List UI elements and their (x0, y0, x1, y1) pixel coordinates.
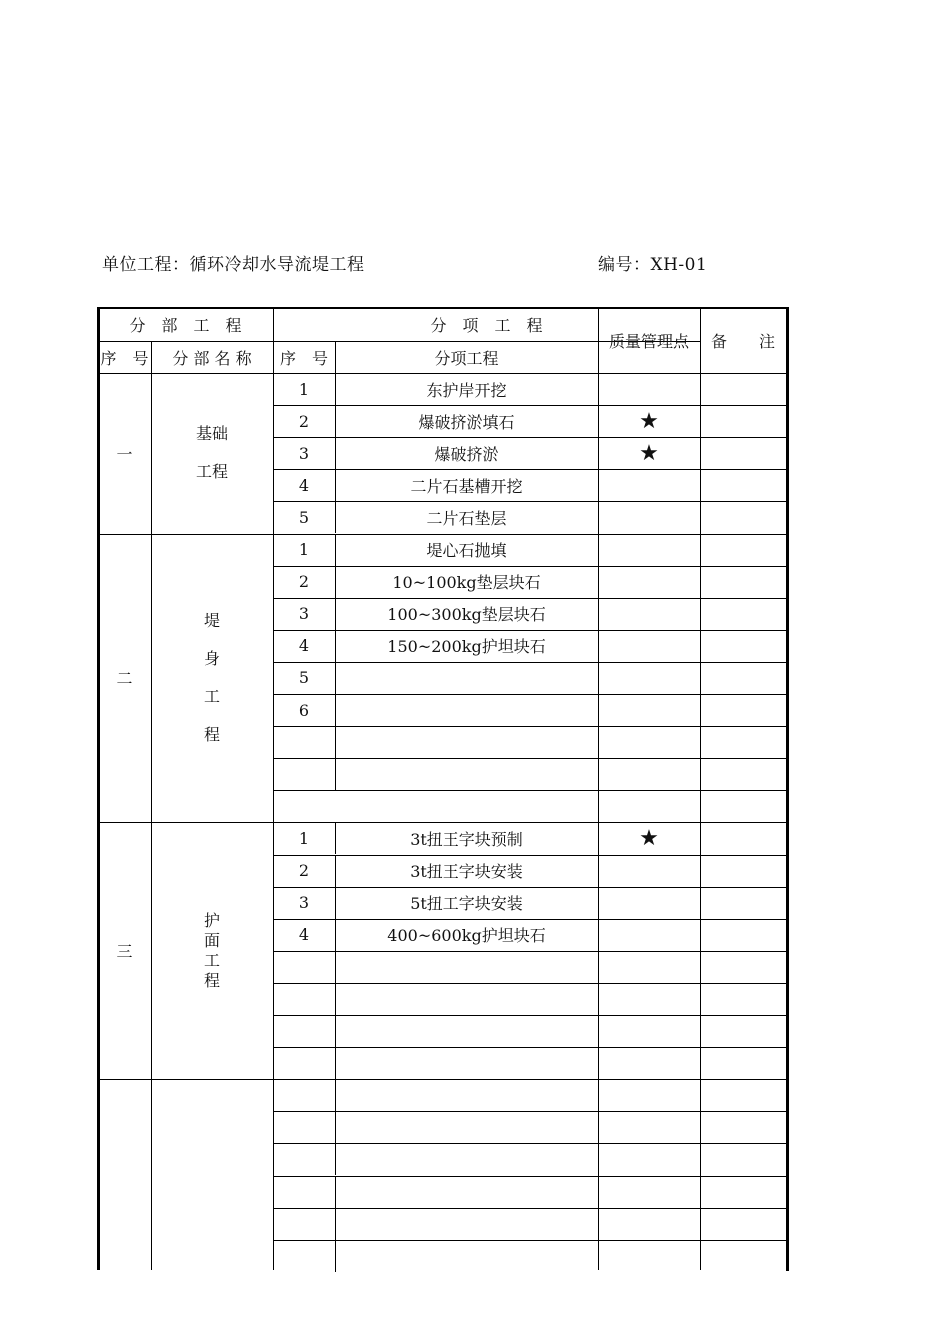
vline-no (335, 1176, 336, 1208)
vline-quality (700, 534, 701, 823)
row-quality-point (598, 758, 700, 790)
row-no (273, 1176, 335, 1208)
vline-no (335, 1047, 336, 1079)
row-no (273, 983, 335, 1015)
row-item-name: 3t扭王字块安装 (410, 862, 523, 882)
row-item-name: 爆破挤淤填石 (418, 412, 515, 432)
section-name-line: 工 (203, 686, 220, 706)
row-remark (700, 1143, 786, 1175)
vline-no (335, 1111, 336, 1143)
row-quality-point (598, 630, 700, 662)
part-name-header: 分 部 名 称 (172, 348, 252, 368)
group-part-header: 分 部 工 程 (129, 316, 242, 335)
section-name-line: 程 (203, 970, 220, 990)
row-remark (700, 566, 786, 598)
row-item-name (335, 983, 598, 1015)
vline-no (335, 1143, 336, 1175)
vline-no (335, 662, 336, 694)
row-quality-point (598, 919, 700, 951)
row-remark (700, 534, 786, 566)
row-no: 6 (298, 700, 310, 720)
row-no (273, 1143, 335, 1175)
key-point-star-icon: ★ (639, 408, 659, 434)
row-item-name: 二片石基槽开挖 (410, 476, 523, 496)
section-name-line: 堤 (203, 610, 220, 630)
section-name-line: 基础 (195, 424, 228, 444)
row-remark (700, 1208, 786, 1240)
vline-no (335, 469, 336, 501)
vline-no (335, 919, 336, 951)
row-quality-point (598, 1047, 700, 1079)
vline-no (335, 501, 336, 533)
row-remark (700, 1240, 786, 1272)
vline-no (335, 630, 336, 662)
seq-header: 序 号 (100, 348, 149, 368)
section-name-line: 身 (203, 648, 220, 668)
row-no (273, 790, 335, 822)
vline-no (335, 822, 336, 854)
vline-name (273, 1079, 274, 1270)
table-left-border (97, 308, 100, 1270)
row-no (273, 758, 335, 790)
row-no: 2 (298, 861, 310, 881)
section-seq: 一 (116, 444, 133, 464)
row-quality-point (598, 1208, 700, 1240)
row-item-name (335, 1015, 598, 1047)
row-item-name (335, 1240, 598, 1272)
row-item-name: 5t扭工字块安装 (410, 894, 523, 914)
row-no (273, 1111, 335, 1143)
row-item-name: 100~300kg垫层块石 (387, 605, 546, 625)
vline-no (335, 758, 336, 790)
row-quality-point (598, 501, 700, 533)
row-remark (700, 758, 786, 790)
row-no: 4 (298, 925, 310, 945)
group-item-header: 分 项 工 程 (430, 316, 543, 335)
row-no: 5 (298, 668, 310, 688)
row-remark (700, 951, 786, 983)
vline-no (335, 951, 336, 983)
section-name-line: 工程 (195, 462, 228, 482)
vline-item (598, 1079, 599, 1270)
row-remark (700, 598, 786, 630)
section-seq: 三 (116, 942, 133, 962)
vline-name (273, 534, 274, 823)
vline-seq (151, 373, 152, 534)
vline-item (598, 373, 599, 534)
table-right-border (786, 308, 789, 1271)
vline-no (335, 983, 336, 1015)
row-item-name: 东护岸开挖 (426, 380, 507, 400)
row-no: 5 (298, 507, 310, 527)
row-quality-point (598, 1143, 700, 1175)
row-item-name (335, 1047, 598, 1079)
row-no (273, 1208, 335, 1240)
header-vline-item (598, 308, 599, 373)
row-no (273, 1240, 335, 1272)
header-vline-no (335, 341, 336, 373)
row-remark (700, 790, 786, 822)
row-quality-point (598, 469, 700, 501)
table-top-border-bold (97, 307, 789, 308)
row-remark (700, 373, 786, 405)
row-item-name (335, 951, 598, 983)
row-quality-point (598, 983, 700, 1015)
row-quality-point (598, 855, 700, 887)
key-point-star-icon: ★ (639, 825, 659, 851)
row-no (273, 726, 335, 758)
unit-project-label: 单位工程：循环冷却水导流堤工程 (102, 255, 365, 275)
header-vline-seq (151, 341, 152, 373)
section-name (151, 534, 273, 823)
vline-no (335, 598, 336, 630)
row-remark (700, 822, 786, 854)
section-name-line: 护 (203, 910, 220, 930)
vline-seq (151, 822, 152, 1079)
row-remark (700, 662, 786, 694)
vline-no (335, 1079, 336, 1111)
row-quality-point (598, 566, 700, 598)
row-remark (700, 855, 786, 887)
vline-quality (700, 373, 701, 534)
vline-no (335, 1240, 336, 1272)
quality-point-header: 质量管理点 (608, 332, 689, 351)
vline-name (273, 373, 274, 534)
row-remark (700, 1079, 786, 1111)
row-remark (700, 630, 786, 662)
vline-no (335, 405, 336, 437)
vline-seq (151, 1079, 152, 1270)
row-quality-point (598, 1079, 700, 1111)
header-vline-quality (700, 308, 701, 373)
section-seq: 二 (116, 669, 133, 689)
section-name (151, 373, 273, 534)
item-name-header: 分项工程 (434, 348, 499, 368)
row-no: 3 (298, 893, 310, 913)
row-item-name: 堤心石抛填 (426, 541, 507, 561)
row-quality-point (598, 598, 700, 630)
row-no: 3 (298, 443, 310, 463)
vline-no (335, 726, 336, 758)
vline-quality (700, 822, 701, 1079)
section-seq (98, 1079, 151, 1270)
vline-no (335, 437, 336, 469)
row-remark (700, 405, 786, 437)
vline-name (273, 822, 274, 1079)
row-quality-point (598, 887, 700, 919)
row-item-name (335, 726, 598, 758)
row-no: 2 (298, 411, 310, 431)
section-name (151, 822, 273, 1079)
vline-item (598, 534, 599, 823)
section-name-line: 程 (203, 724, 220, 744)
row-remark (700, 1047, 786, 1079)
row-quality-point (598, 1176, 700, 1208)
row-item-name (335, 1111, 598, 1143)
row-item-name (335, 1176, 598, 1208)
row-no: 2 (298, 572, 310, 592)
row-item-name (335, 1079, 598, 1111)
row-quality-point (598, 951, 700, 983)
document-code-label: 编号：XH-01 (598, 255, 708, 275)
row-no (273, 1079, 335, 1111)
row-item-name (335, 662, 598, 694)
vline-no (335, 373, 336, 405)
row-quality-point (598, 1015, 700, 1047)
row-quality-point (598, 1240, 700, 1272)
section-name-line: 工 (203, 950, 220, 970)
vline-no (335, 694, 336, 726)
row-item-name (335, 758, 598, 790)
row-quality-point (598, 373, 700, 405)
row-quality-point (598, 726, 700, 758)
row-quality-point (598, 694, 700, 726)
vline-item (598, 822, 599, 1079)
row-remark (700, 437, 786, 469)
row-no: 4 (298, 475, 310, 495)
vline-no (335, 855, 336, 887)
row-remark (700, 919, 786, 951)
section-name-line: 面 (203, 930, 220, 950)
row-no: 3 (298, 604, 310, 624)
row-item-name: 爆破挤淤 (434, 444, 499, 464)
row-quality-point (598, 1111, 700, 1143)
vline-no (335, 1208, 336, 1240)
row-remark (700, 1176, 786, 1208)
key-point-star-icon: ★ (639, 440, 659, 466)
row-remark (700, 501, 786, 533)
row-item-name: 150~200kg护坦块石 (387, 637, 546, 657)
remark-header: 备 注 (710, 332, 775, 351)
row-no: 1 (298, 540, 310, 560)
row-remark (700, 726, 786, 758)
header-vline-name (273, 308, 274, 373)
row-item-name (335, 1208, 598, 1240)
item-seq-header: 序 号 (279, 348, 328, 368)
row-quality-point (598, 662, 700, 694)
row-no (273, 1047, 335, 1079)
row-remark (700, 469, 786, 501)
vline-seq (151, 534, 152, 823)
row-remark (700, 694, 786, 726)
row-remark (700, 983, 786, 1015)
row-no (273, 1015, 335, 1047)
vline-quality (700, 1079, 701, 1270)
row-remark (700, 1111, 786, 1143)
row-no (273, 951, 335, 983)
row-remark (700, 1015, 786, 1047)
row-item-name (335, 1143, 598, 1175)
row-quality-point (598, 790, 700, 822)
row-quality-point (598, 534, 700, 566)
vline-no (335, 1015, 336, 1047)
vline-no (335, 887, 336, 919)
row-remark (700, 887, 786, 919)
row-no: 4 (298, 636, 310, 656)
vline-no (335, 534, 336, 566)
row-no: 1 (298, 379, 310, 399)
row-item-name: 二片石垫层 (426, 508, 507, 528)
row-no: 1 (298, 828, 310, 848)
row-item-name (335, 694, 598, 726)
row-item-name: 10~100kg垫层块石 (392, 573, 541, 593)
vline-no (335, 566, 336, 598)
row-item-name: 400~600kg护坦块石 (387, 926, 546, 946)
section-name (151, 1079, 273, 1270)
row-item-name: 3t扭王字块预制 (410, 829, 523, 849)
